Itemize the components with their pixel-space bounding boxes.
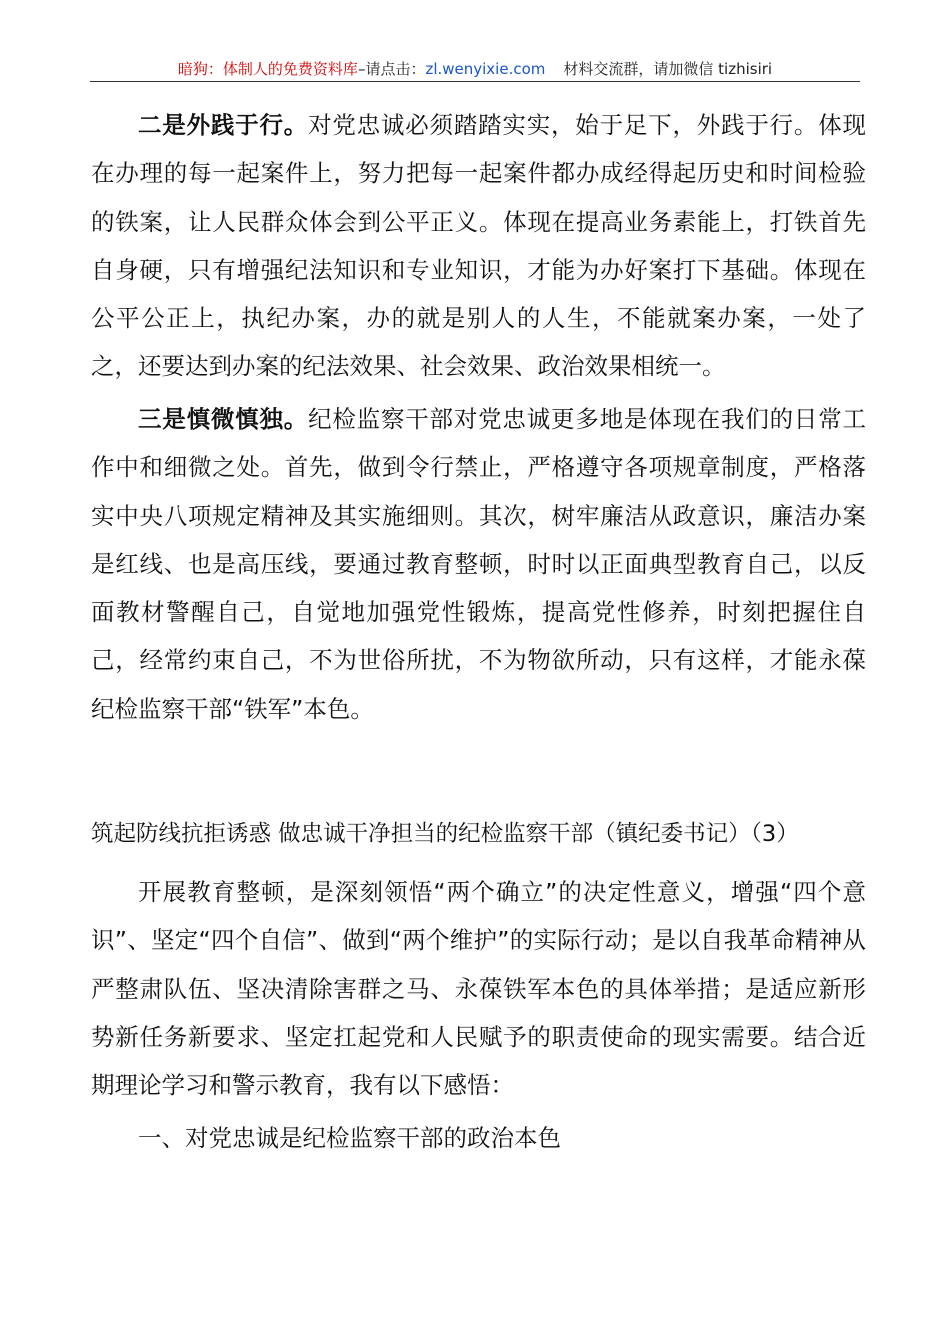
paragraph-section-three (91, 395, 866, 733)
header-site-name: 暗狗：体制人的免费资料库 (177, 60, 358, 78)
page-header (90, 58, 860, 80)
section-two-body: 对党忠诚必须踏踏实实，始于足下，外践于行。体现在办理的每一起案件上，努力把每一起案件都办成经得起历史和时间检验的铁案，让人民群众体会到公平正义。体现在提高业务素能上，打铁首先自身硬，只有增强纪法知识和专业知识，才能为办好案打下基础。体现在公平公正上，执纪办案，办的就是别人的人生，不能就案办案，一处了之，还要达到办案的纪法效果、社会效果、政治效果相统一。 (91, 111, 867, 381)
header-click-prompt: –请点击： (357, 60, 426, 78)
header-wechat-note: 材料交流群，请加微信 tizhisiri (563, 60, 773, 78)
section-three-body: 纪检监察干部对党忠诚更多地是体现在我们的日常工作中和细微之处。首先，做到令行禁止，严格遵守各项规章制度，严格落实中央八项规定精神及其实施细则。其次，树牢廉洁从政意识，廉洁办案是红线、也是高压线，要通过教育整顿，时时以正面典型教育自己，以反面教材警醒自己，自觉地加强党性锻炼，提高党性修养，时刻把握住自己，经常约束自己，不为世俗所扰，不为物欲所动，只有这样，才能永葆纪检监察干部“铁军”本色。 (91, 405, 867, 723)
article-title: 筑起防线抗拒诱惑 做忠诚干净担当的纪检监察干部（镇纪委书记）（3） (91, 821, 799, 847)
heading-one: 一、对党忠诚是纪检监察干部的政治本色 (138, 1124, 561, 1152)
section-three-lead: 三是慎微慎独。 (138, 405, 309, 433)
section-two-lead: 二是外践于行。 (138, 111, 309, 139)
intro-paragraph: 开展教育整顿，是深刻领悟“两个确立”的决定性意义，增强“四个意识”、坚定“四个自信”、做到“两个维护”的实际行动；是以自我革命精神从严整肃队伍、坚决清除害群之马、永葆铁军本色的具体举措；是适应新形势新任务新要求、坚定扛起党和人民赋予的职责使命的现实需要。结合近期理论学习和警示教育，我有以下感悟： (91, 878, 866, 1100)
paragraph-section-two (91, 101, 866, 391)
header-divider (90, 81, 860, 82)
header-url-link[interactable]: zl.wenyixie.com (425, 60, 546, 78)
